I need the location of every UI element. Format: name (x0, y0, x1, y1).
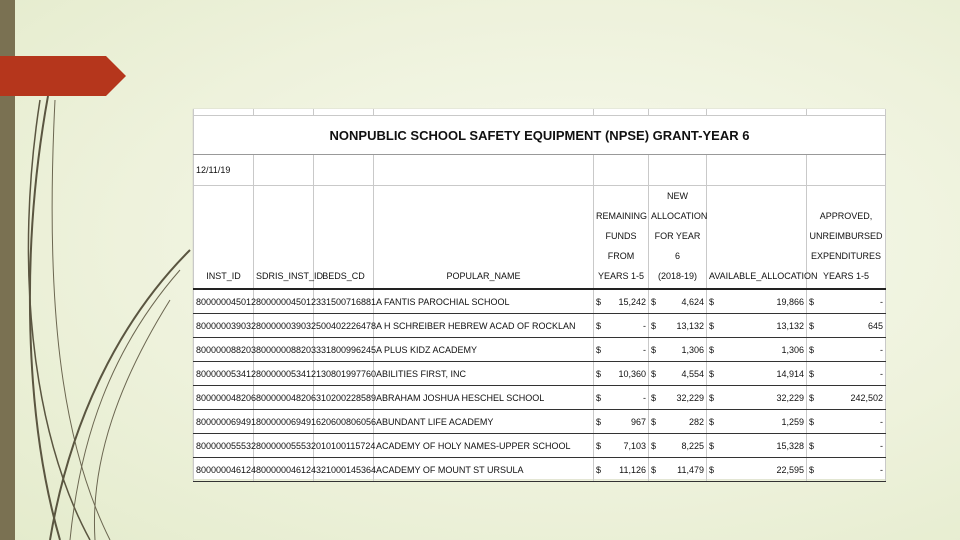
cell-approved-expenditures (807, 410, 886, 434)
header-remaining-funds: REMAINING FUNDS FROM YEARS 1-5 (594, 186, 649, 290)
cell-available-allocation (707, 362, 807, 386)
header-row (194, 186, 886, 290)
npse-table (193, 109, 886, 482)
currency-symbol: $ (809, 440, 815, 451)
cell-popular-name: A H SCHREIBER HEBREW ACAD OF ROCKLAN (374, 314, 594, 338)
header-new-allocation: NEW ALLOCATION FOR YEAR 6 (2018-19) (649, 186, 707, 290)
sheet-title: NONPUBLIC SCHOOL SAFETY EQUIPMENT (NPSE) GRANT-YEAR 6 (194, 116, 886, 155)
cell-sdris-inst-id: 800000055532 (254, 434, 314, 458)
amount-value: 13,132 (776, 320, 804, 331)
amount-value: 10,360 (618, 368, 646, 379)
cell-inst-id: 800000088203 (194, 338, 254, 362)
cell-beds-cd: 310200228589 (314, 386, 374, 410)
amount-value: 15,328 (776, 440, 804, 451)
amount-value: 1,306 (681, 344, 704, 355)
amount-value: 1,306 (781, 344, 804, 355)
cell-inst-id: 800000069491 (194, 410, 254, 434)
currency-symbol: $ (809, 368, 815, 379)
date-row (194, 155, 886, 186)
cell-approved-expenditures (807, 362, 886, 386)
header-popular-name: POPULAR_NAME (374, 186, 594, 290)
currency-symbol: $ (596, 296, 602, 307)
table-row (194, 386, 886, 410)
currency-symbol: $ (651, 368, 657, 379)
currency-symbol: $ (651, 344, 657, 355)
amount-value: - (880, 440, 883, 451)
sheet-date: 12/11/19 (194, 155, 254, 186)
cell-popular-name: ACADEMY OF MOUNT ST URSULA (374, 458, 594, 482)
header-approved-expenditures: APPROVED, UNREIMBURSED EXPENDITURES YEARS 1-5 (807, 186, 886, 290)
currency-symbol: $ (709, 392, 715, 403)
currency-symbol: $ (809, 320, 815, 331)
cell-new-allocation (649, 289, 707, 314)
cell-new-allocation (649, 434, 707, 458)
header-sdris-inst-id: SDRIS_INST_ID (254, 186, 314, 290)
amount-value: 1,259 (781, 416, 804, 427)
cell-approved-expenditures (807, 458, 886, 482)
cell-beds-cd: 130801997760 (314, 362, 374, 386)
amount-value: 282 (688, 416, 704, 427)
cell-inst-id: 800000053412 (194, 362, 254, 386)
cell-beds-cd: 321000145364 (314, 458, 374, 482)
currency-symbol: $ (596, 464, 602, 475)
currency-symbol: $ (709, 464, 715, 475)
cell-sdris-inst-id: 800000046124 (254, 458, 314, 482)
amount-value: 19,866 (776, 296, 804, 307)
cell-approved-expenditures (807, 386, 886, 410)
amount-value: 7,103 (623, 440, 646, 451)
header-inst-id: INST_ID (194, 186, 254, 290)
cell-popular-name: ABRAHAM JOSHUA HESCHEL SCHOOL (374, 386, 594, 410)
cell-remaining-funds (594, 410, 649, 434)
cell-available-allocation (707, 434, 807, 458)
cell-sdris-inst-id: 800000039032 (254, 314, 314, 338)
currency-symbol: $ (651, 440, 657, 451)
amount-value: 32,229 (676, 392, 704, 403)
cell-beds-cd: 500402226478 (314, 314, 374, 338)
cell-popular-name: ABUNDANT LIFE ACADEMY (374, 410, 594, 434)
amount-value: - (880, 344, 883, 355)
currency-symbol: $ (709, 344, 715, 355)
cell-remaining-funds (594, 386, 649, 410)
cell-available-allocation (707, 314, 807, 338)
currency-symbol: $ (651, 464, 657, 475)
cell-new-allocation (649, 458, 707, 482)
currency-symbol: $ (809, 296, 815, 307)
table-row (194, 434, 886, 458)
amount-value: 4,554 (681, 368, 704, 379)
cell-new-allocation (649, 338, 707, 362)
table-row (194, 338, 886, 362)
cell-new-allocation (649, 386, 707, 410)
cell-inst-id: 800000045012 (194, 289, 254, 314)
cell-available-allocation (707, 386, 807, 410)
currency-symbol: $ (651, 416, 657, 427)
currency-symbol: $ (809, 392, 815, 403)
cell-remaining-funds (594, 434, 649, 458)
cell-sdris-inst-id: 800000088203 (254, 338, 314, 362)
cell-approved-expenditures (807, 338, 886, 362)
amount-value: - (880, 368, 883, 379)
cell-remaining-funds (594, 314, 649, 338)
amount-value: - (880, 296, 883, 307)
cell-available-allocation (707, 458, 807, 482)
amount-value: 242,502 (850, 392, 883, 403)
cell-popular-name: ABILITIES FIRST, INC (374, 362, 594, 386)
amount-value: 11,479 (677, 464, 704, 475)
currency-symbol: $ (709, 320, 715, 331)
currency-symbol: $ (809, 344, 815, 355)
amount-value: - (643, 320, 646, 331)
amount-value: 13,132 (676, 320, 704, 331)
currency-symbol: $ (709, 440, 715, 451)
table-row (194, 362, 886, 386)
cell-beds-cd: 620600806056 (314, 410, 374, 434)
amount-value: 32,229 (776, 392, 804, 403)
currency-symbol: $ (809, 416, 815, 427)
cell-sdris-inst-id: 800000069491 (254, 410, 314, 434)
amount-value: 8,225 (681, 440, 704, 451)
cell-approved-expenditures (807, 314, 886, 338)
cell-sdris-inst-id: 800000048206 (254, 386, 314, 410)
title-row (194, 116, 886, 155)
table-body (194, 289, 886, 482)
amount-value: - (880, 464, 883, 475)
cell-approved-expenditures (807, 434, 886, 458)
currency-symbol: $ (596, 368, 602, 379)
currency-symbol: $ (651, 296, 657, 307)
amount-value: - (643, 344, 646, 355)
cell-remaining-funds (594, 362, 649, 386)
table-row (194, 289, 886, 314)
cell-remaining-funds (594, 338, 649, 362)
currency-symbol: $ (709, 296, 715, 307)
table-row (194, 410, 886, 434)
currency-symbol: $ (596, 440, 602, 451)
currency-symbol: $ (809, 464, 815, 475)
red-accent-tab (0, 56, 126, 96)
currency-symbol: $ (596, 320, 602, 331)
cell-inst-id: 800000048206 (194, 386, 254, 410)
amount-value: 4,624 (681, 296, 704, 307)
currency-symbol: $ (596, 416, 602, 427)
amount-value: - (880, 416, 883, 427)
cell-available-allocation (707, 289, 807, 314)
currency-symbol: $ (709, 416, 715, 427)
amount-value: 22,595 (776, 464, 804, 475)
table-row (194, 314, 886, 338)
amount-value: 967 (630, 416, 646, 427)
cell-inst-id: 800000039032 (194, 314, 254, 338)
cell-beds-cd: 331500716881 (314, 289, 374, 314)
cell-inst-id: 800000055532 (194, 434, 254, 458)
amount-value: 15,242 (618, 296, 646, 307)
cell-available-allocation (707, 338, 807, 362)
amount-value: 14,914 (776, 368, 804, 379)
cell-sdris-inst-id: 800000053412 (254, 362, 314, 386)
cell-beds-cd: 010100115724 (314, 434, 374, 458)
currency-symbol: $ (709, 368, 715, 379)
currency-symbol: $ (651, 320, 657, 331)
table-row (194, 458, 886, 482)
cell-popular-name: ACADEMY OF HOLY NAMES-UPPER SCHOOL (374, 434, 594, 458)
cell-approved-expenditures (807, 289, 886, 314)
cell-remaining-funds (594, 289, 649, 314)
spreadsheet-image (193, 109, 885, 479)
amount-value: 11,126 (619, 464, 646, 475)
cell-beds-cd: 331800996245 (314, 338, 374, 362)
cell-available-allocation (707, 410, 807, 434)
cell-remaining-funds (594, 458, 649, 482)
currency-symbol: $ (596, 392, 602, 403)
cell-new-allocation (649, 410, 707, 434)
cell-popular-name: A PLUS KIDZ ACADEMY (374, 338, 594, 362)
header-beds-cd: BEDS_CD (314, 186, 374, 290)
cell-new-allocation (649, 362, 707, 386)
amount-value: - (643, 392, 646, 403)
amount-value: 645 (867, 320, 883, 331)
cell-sdris-inst-id: 800000045012 (254, 289, 314, 314)
cell-popular-name: A FANTIS PAROCHIAL SCHOOL (374, 289, 594, 314)
cell-new-allocation (649, 314, 707, 338)
currency-symbol: $ (651, 392, 657, 403)
currency-symbol: $ (596, 344, 602, 355)
cell-inst-id: 800000046124 (194, 458, 254, 482)
header-available-allocation: AVAILABLE_ALLOCATION (707, 186, 807, 290)
